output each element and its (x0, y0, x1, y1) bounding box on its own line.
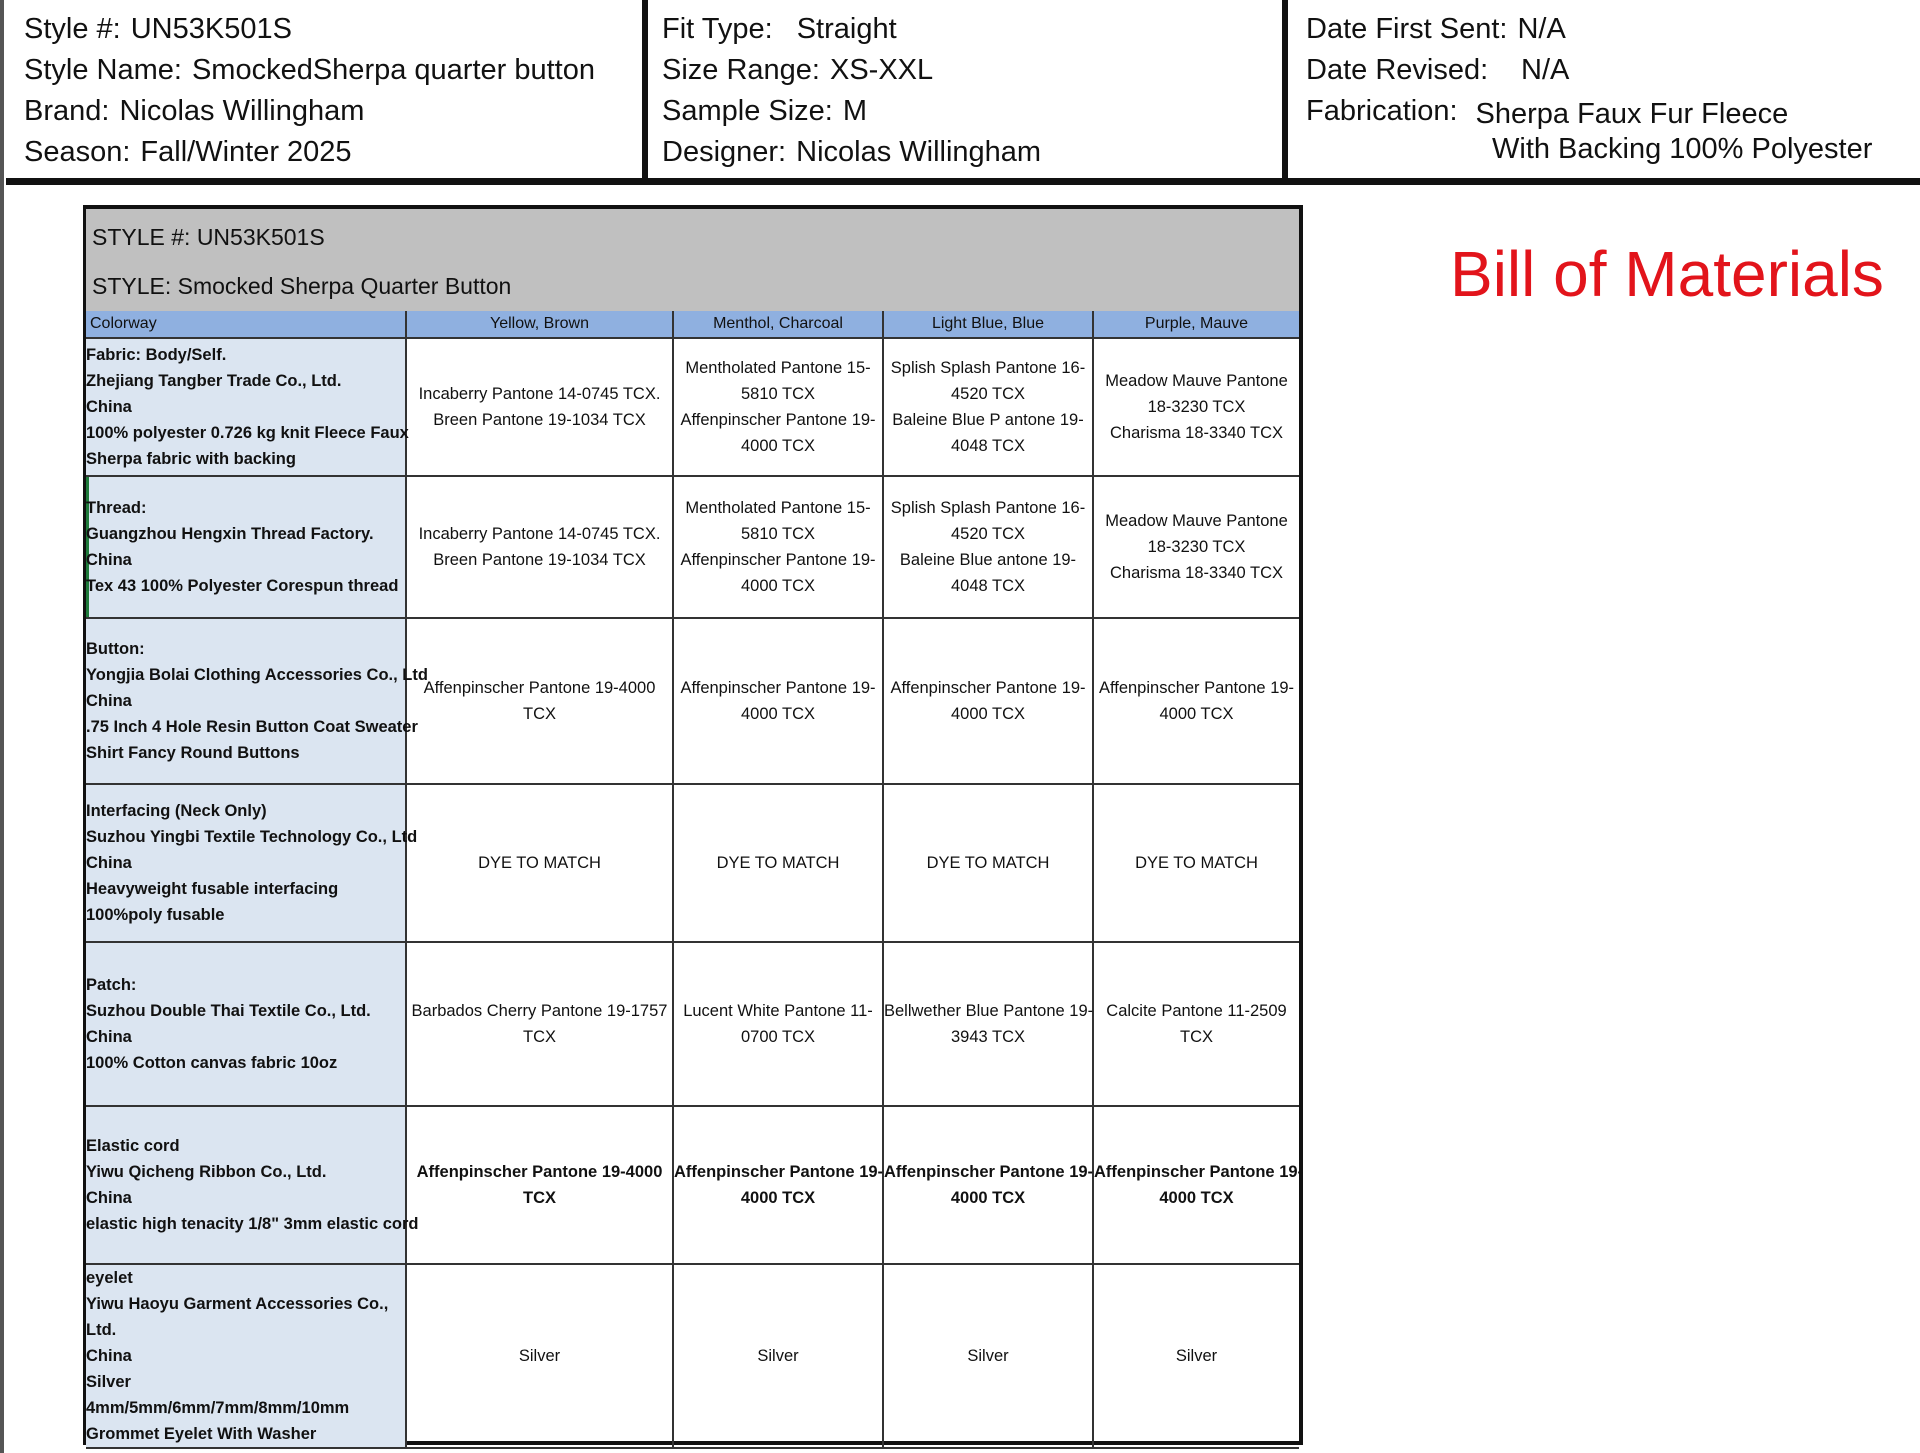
colorway-value-line: Affenpinscher Pantone 19- (680, 551, 876, 569)
colorway-value-line: Affenpinscher Pantone 19- (674, 1163, 884, 1181)
colorway-value-line: Affenpinscher Pantone 19- (884, 1163, 1094, 1181)
colorway-value-line: Lucent White Pantone 11- (683, 1002, 873, 1020)
colorway-value-line: 0700 TCX (741, 1028, 815, 1046)
colorway-value-line: Silver (967, 1347, 1009, 1365)
bom-row-elastic-cord (86, 1106, 1299, 1264)
fabrication-value: Sherpa Faux Fur Fleece (1475, 98, 1789, 130)
material-description (86, 942, 406, 1106)
column-header: Purple, Mauve (1093, 311, 1299, 338)
style-name-value: SmockedSherpa quarter button (191, 54, 595, 86)
colorway-value-cell (406, 942, 673, 1106)
material-description-line: Tex 43 100% Polyester Corespun thread (86, 577, 399, 595)
colorway-value-line: 18-3230 TCX (1147, 398, 1246, 416)
colorway-value-cell (673, 784, 883, 942)
header-column-style (24, 0, 634, 178)
fabrication-value-line2: With Backing 100% Polyester (1492, 133, 1873, 165)
colorway-value-line: Calcite Pantone 11-2509 (1106, 1002, 1287, 1020)
table-style-name: STYLE: Smocked Sherpa Quarter Button (92, 273, 512, 299)
colorway-value-line: Incaberry Pantone 14-0745 TCX. (418, 525, 661, 543)
material-description-line: Elastic cord (86, 1137, 180, 1155)
brand-line (24, 94, 364, 128)
colorway-value-line: 3943 TCX (951, 1028, 1025, 1046)
material-description-line: Silver (86, 1373, 131, 1391)
colorway-value-cell (1093, 1264, 1299, 1448)
colorway-value-line: 4520 TCX (951, 525, 1025, 543)
colorway-value-cell (673, 476, 883, 618)
colorway-value-cell (1093, 338, 1299, 476)
season-line (24, 135, 352, 169)
style-number-line (24, 12, 292, 46)
colorway-value-cell (406, 476, 673, 618)
colorway-value-line: Affenpinscher Pantone 19-4000 (416, 1163, 663, 1181)
bom-table (86, 311, 1304, 1449)
colorway-value-line: Affenpinscher Pantone 19-4000 (423, 679, 656, 697)
bom-row-button (86, 618, 1299, 784)
colorway-value-line: 4000 TCX (741, 577, 815, 595)
colorway-value-line: 4520 TCX (951, 385, 1025, 403)
colorway-value-line: TCX (523, 705, 556, 723)
colorway-value-line: Bellwether Blue Pantone 19- (884, 1002, 1094, 1020)
colorway-value-line: 4000 TCX (741, 437, 815, 455)
colorway-value-cell (883, 784, 1093, 942)
colorway-value-line: 4048 TCX (951, 437, 1025, 455)
bom-row-interfacing (86, 784, 1299, 942)
material-description-line: .75 Inch 4 Hole Resin Button Coat Sweater (86, 718, 418, 736)
sample-size-label: Sample Size: (662, 95, 833, 127)
colorway-value-line: Meadow Mauve Pantone (1105, 372, 1288, 390)
colorway-value-line: 4000 TCX (951, 705, 1025, 723)
colorway-value-cell (883, 338, 1093, 476)
material-description-line: China (86, 1189, 132, 1207)
column-header: Yellow, Brown (406, 311, 673, 338)
colorway-value-cell (406, 1264, 673, 1448)
material-description-line: China (86, 398, 132, 416)
material-description (86, 1106, 419, 1264)
season-value: Fall/Winter 2025 (140, 136, 352, 168)
colorway-value-cell (406, 618, 673, 784)
colorway-value-line: Affenpinscher Pantone 19- (890, 679, 1086, 697)
colorway-value-line: Barbados Cherry Pantone 19-1757 (411, 1002, 668, 1020)
column-header: Colorway (86, 311, 406, 338)
fit-type-value: Straight (796, 13, 897, 45)
designer-label: Designer: (662, 136, 787, 168)
fit-type-line (662, 12, 897, 46)
size-range-value: XS-XXL (830, 54, 934, 86)
date-revised-line (1306, 53, 1569, 87)
style-band (86, 209, 1299, 313)
material-description-line: Yiwu Haoyu Garment Accessories Co., (86, 1295, 389, 1313)
material-description-line: China (86, 551, 132, 569)
colorway-value-line: Baleine Blue P antone 19- (892, 411, 1084, 429)
fit-type-label: Fit Type: (662, 13, 773, 45)
material-description-line: China (86, 1347, 132, 1365)
header-column-fit (662, 0, 1282, 178)
colorway-value-line: 4048 TCX (951, 577, 1025, 595)
colorway-value-line: Silver (757, 1347, 799, 1365)
style-name-label: Style Name: (24, 54, 182, 86)
colorway-value-cell (883, 618, 1093, 784)
colorway-value-line: Incaberry Pantone 14-0745 TCX. (418, 385, 661, 403)
colorway-value-line: Charisma 18-3340 TCX (1109, 564, 1284, 582)
colorway-value-line: 5810 TCX (741, 525, 815, 543)
material-description-line: Yongjia Bolai Clothing Accessories Co., Ltd (86, 666, 428, 684)
material-description-line: Grommet Eyelet With Washer (86, 1425, 317, 1443)
material-description-line: Thread: (86, 499, 147, 517)
colorway-value-line: Baleine Blue antone 19- (899, 551, 1077, 569)
colorway-value-line: 4000 TCX (950, 1189, 1026, 1207)
style-number-label: Style #: (24, 13, 121, 45)
style-number-value: UN53K501S (130, 13, 292, 45)
colorway-value-cell (883, 1264, 1093, 1448)
colorway-value-cell (1093, 618, 1299, 784)
material-description-line: 100% polyester 0.726 kg knit Fleece Faux (86, 424, 409, 442)
date-first-sent-value: N/A (1517, 13, 1566, 45)
sample-size-line (662, 94, 867, 128)
material-description-line: 100%poly fusable (86, 906, 225, 924)
colorway-value-line: 5810 TCX (741, 385, 815, 403)
material-description-line: China (86, 854, 132, 872)
header-bottom-rule (6, 178, 1920, 185)
colorway-value-line: Affenpinscher Pantone 19- (680, 679, 876, 697)
colorway-header-row (86, 311, 1299, 338)
material-description-line: Interfacing (Neck Only) (86, 802, 267, 820)
bill-of-materials-title: Bill of Materials (1450, 238, 1884, 310)
material-description-line: eyelet (86, 1269, 133, 1287)
colorway-value-cell (406, 784, 673, 942)
colorway-value-cell (883, 1106, 1093, 1264)
material-description-line: Yiwu Qicheng Ribbon Co., Ltd. (86, 1163, 327, 1181)
colorway-value-cell (883, 476, 1093, 618)
material-description (86, 784, 418, 942)
date-first-sent-line (1306, 12, 1566, 46)
header-divider (642, 0, 648, 183)
style-name-line (24, 53, 595, 87)
fabrication-label: Fabrication: (1306, 95, 1458, 127)
material-description (86, 618, 428, 784)
material-description-line: China (86, 692, 132, 710)
colorway-value-cell (673, 1106, 883, 1264)
colorway-value-cell (406, 338, 673, 476)
colorway-value-line: TCX (523, 1028, 556, 1046)
colorway-value-line: 4000 TCX (740, 1189, 816, 1207)
colorway-value-line: 18-3230 TCX (1147, 538, 1246, 556)
header-divider (1282, 0, 1288, 183)
sample-size-value: M (842, 95, 868, 127)
date-revised-label: Date Revised: (1306, 54, 1489, 86)
designer-line (662, 135, 1041, 169)
material-description-line: China (86, 1028, 132, 1046)
bom-row-thread (86, 476, 1299, 618)
size-range-line (662, 53, 933, 87)
colorway-value-cell (1093, 784, 1299, 942)
colorway-value-line: Breen Pantone 19-1034 TCX (433, 551, 646, 569)
material-description (86, 1264, 406, 1448)
colorway-value-line: Affenpinscher Pantone 19- (1094, 1163, 1304, 1181)
season-label: Season: (24, 136, 131, 168)
colorway-value-cell (1093, 942, 1299, 1106)
material-description-line: Zhejiang Tangber Trade Co., Ltd. (86, 372, 342, 390)
date-revised-value: N/A (1521, 54, 1570, 86)
bom-row-fabric (86, 338, 1299, 476)
colorway-value-line: DYE TO MATCH (1135, 854, 1258, 872)
colorway-value-line: Meadow Mauve Pantone (1105, 512, 1288, 530)
column-header: Light Blue, Blue (883, 311, 1093, 338)
colorway-value-line: Breen Pantone 19-1034 TCX (433, 411, 646, 429)
size-range-label: Size Range: (662, 54, 820, 86)
colorway-value-line: Silver (1175, 1347, 1218, 1365)
material-description (86, 338, 409, 476)
colorway-value-line: Affenpinscher Pantone 19- (1098, 679, 1295, 697)
colorway-value-cell (673, 338, 883, 476)
spec-header (6, 0, 1920, 183)
colorway-value-cell (1093, 476, 1299, 618)
colorway-value-line: Charisma 18-3340 TCX (1109, 424, 1284, 442)
bom-row-patch (86, 942, 1299, 1106)
colorway-value-line: 4000 TCX (1159, 1189, 1234, 1207)
material-description-line: elastic high tenacity 1/8" 3mm elastic cord (86, 1215, 419, 1233)
colorway-value-line: Affenpinscher Pantone 19- (680, 411, 876, 429)
colorway-value-line: TCX (1180, 1028, 1213, 1046)
material-description-line: Ltd. (86, 1321, 117, 1339)
colorway-value-cell (673, 618, 883, 784)
material-description-line: 100% Cotton canvas fabric 10oz (86, 1054, 338, 1072)
colorway-value-cell (883, 942, 1093, 1106)
bom-row-eyelet (86, 1264, 1299, 1448)
colorway-value-line: 4000 TCX (741, 705, 815, 723)
material-description-line: Shirt Fancy Round Buttons (86, 744, 300, 762)
colorway-value-line: Silver (518, 1347, 561, 1365)
column-header: Menthol, Charcoal (673, 311, 883, 338)
colorway-value-line: DYE TO MATCH (926, 854, 1050, 872)
brand-value: Nicolas Willingham (119, 95, 365, 127)
material-description-line: Sherpa fabric with backing (86, 450, 296, 468)
material-description-line: Button: (86, 640, 145, 658)
colorway-value-line: Splish Splash Pantone 16- (890, 359, 1086, 377)
colorway-value-line: DYE TO MATCH (478, 854, 601, 872)
colorway-value-cell (673, 942, 883, 1106)
colorway-value-cell (406, 1106, 673, 1264)
material-description (86, 476, 406, 618)
colorway-value-cell (673, 1264, 883, 1448)
designer-value: Nicolas Willingham (796, 136, 1042, 168)
material-description-line: Patch: (86, 976, 137, 994)
colorway-value-cell (1093, 1106, 1304, 1264)
header-column-dates (1306, 0, 1920, 178)
colorway-value-line: DYE TO MATCH (716, 854, 840, 872)
left-page-rule (0, 0, 4, 1453)
brand-label: Brand: (24, 95, 110, 127)
table-style-number: STYLE #: UN53K501S (92, 224, 325, 250)
date-first-sent-label: Date First Sent: (1306, 13, 1508, 45)
material-description-line: Fabric: Body/Self. (86, 346, 227, 364)
bom-table-frame (83, 205, 1303, 1445)
material-description-line: Heavyweight fusable interfacing (86, 880, 339, 898)
material-description-line: Guangzhou Hengxin Thread Factory. (86, 525, 374, 543)
material-description-line: Suzhou Yingbi Textile Technology Co., Ltd (86, 828, 418, 846)
colorway-value-line: TCX (523, 1189, 556, 1207)
material-description-line: Suzhou Double Thai Textile Co., Ltd. (86, 1002, 371, 1020)
fabrication-line (1306, 94, 1788, 128)
colorway-value-line: Mentholated Pantone 15- (685, 499, 871, 517)
material-description-line: 4mm/5mm/6mm/7mm/8mm/10mm (86, 1399, 350, 1417)
colorway-value-line: Mentholated Pantone 15- (685, 359, 871, 377)
colorway-value-line: Splish Splash Pantone 16- (890, 499, 1086, 517)
colorway-value-line: 4000 TCX (1159, 705, 1234, 723)
